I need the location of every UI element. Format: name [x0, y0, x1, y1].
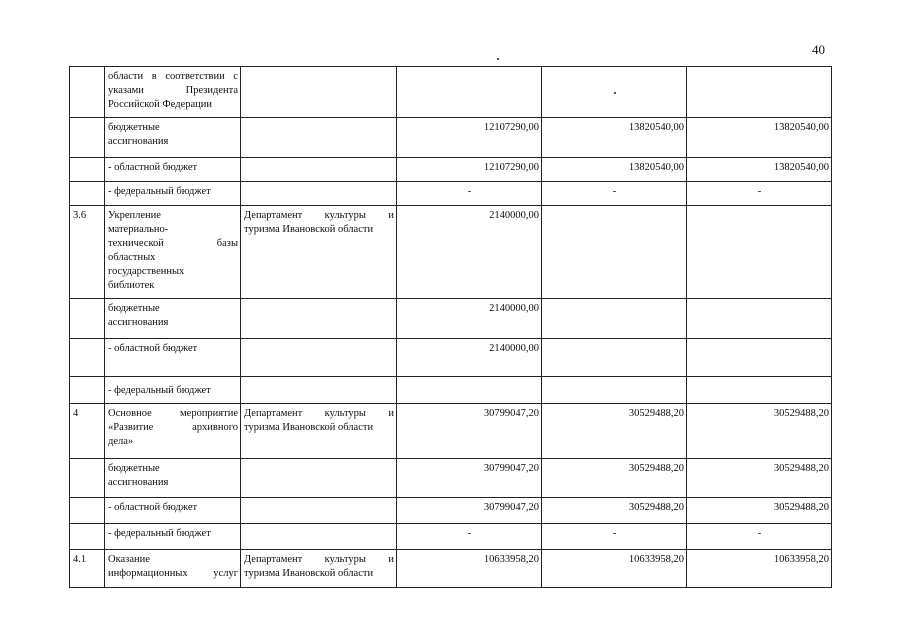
value-cell: 2140000,00 [397, 339, 542, 377]
row-name-line: Российской Федерации [108, 99, 212, 110]
value-cell: - [687, 524, 832, 550]
value-cell [687, 299, 832, 339]
value-cell [397, 67, 542, 118]
value-cell [687, 67, 832, 118]
row-executor [241, 299, 397, 339]
value-cell: 12107290,00 [397, 118, 542, 158]
row-executor [241, 158, 397, 182]
row-name [105, 158, 241, 182]
row-name-line: библиотек [108, 280, 155, 291]
row-executor [241, 404, 397, 459]
row-name-line: бюджетные [108, 122, 160, 133]
row-executor [241, 498, 397, 524]
value-cell: 13820540,00 [542, 118, 687, 158]
table-row [70, 524, 832, 550]
row-name-line: областных [108, 252, 156, 263]
row-name-line: - областной бюджет [108, 343, 198, 354]
row-name-line: бюджетные [108, 463, 160, 474]
row-name [105, 67, 241, 118]
value-cell: 30799047,20 [397, 459, 542, 498]
row-executor-line: туризма Ивановской области [244, 224, 374, 235]
scan-speck [614, 92, 616, 94]
row-executor-line: Департамент культуры и [244, 408, 394, 419]
row-name [105, 182, 241, 206]
value-cell [542, 206, 687, 299]
value-cell: 30529488,20 [687, 404, 832, 459]
row-code [70, 118, 105, 158]
value-cell: 30529488,20 [687, 459, 832, 498]
row-name-line: «Развитие архивного [108, 422, 238, 433]
row-name-line: области в соответствии с [108, 71, 238, 82]
row-executor-line: туризма Ивановской области [244, 568, 374, 579]
row-executor [241, 459, 397, 498]
table-row [70, 206, 832, 299]
row-executor [241, 377, 397, 404]
value-cell [687, 377, 832, 404]
row-name-line: - федеральный бюджет [108, 186, 211, 197]
value-cell [397, 377, 542, 404]
value-cell: 30529488,20 [687, 498, 832, 524]
table-row [70, 498, 832, 524]
page-number: 40 [812, 42, 825, 57]
row-code [70, 339, 105, 377]
row-name [105, 118, 241, 158]
value-cell: 13820540,00 [687, 158, 832, 182]
row-name [105, 459, 241, 498]
value-cell: 30529488,20 [542, 404, 687, 459]
value-cell: - [687, 182, 832, 206]
row-name-line: - федеральный бюджет [108, 385, 211, 396]
scan-speck [497, 58, 499, 60]
row-name-line: - областной бюджет [108, 162, 198, 173]
value-cell: 30799047,20 [397, 404, 542, 459]
row-name-line: дела» [108, 436, 134, 447]
row-code: 4.1 [70, 550, 105, 588]
value-cell: 30529488,20 [542, 498, 687, 524]
row-executor [241, 524, 397, 550]
value-cell: 12107290,00 [397, 158, 542, 182]
row-name-line: Основное мероприятие [108, 408, 238, 419]
row-name-line: - областной бюджет [108, 502, 198, 513]
row-executor [241, 182, 397, 206]
row-name-line: информационных услуг [108, 568, 238, 579]
row-code [70, 182, 105, 206]
row-code [70, 299, 105, 339]
row-code: 3.6 [70, 206, 105, 299]
row-name-line: бюджетные [108, 303, 160, 314]
value-cell [542, 377, 687, 404]
row-name [105, 550, 241, 588]
row-executor [241, 339, 397, 377]
value-cell: 30529488,20 [542, 459, 687, 498]
value-cell [542, 339, 687, 377]
value-cell [687, 339, 832, 377]
value-cell: 30799047,20 [397, 498, 542, 524]
row-code: 4 [70, 404, 105, 459]
row-name-line: ассигнования [108, 136, 169, 147]
value-cell: - [397, 524, 542, 550]
row-executor [241, 206, 397, 299]
value-cell: - [397, 182, 542, 206]
row-executor [241, 67, 397, 118]
value-cell [542, 67, 687, 118]
row-name-line: - федеральный бюджет [108, 528, 211, 539]
table-row [70, 404, 832, 459]
row-executor [241, 118, 397, 158]
row-name-line: технической базы [108, 238, 238, 249]
row-name-line: государственных [108, 266, 185, 277]
row-executor-line: туризма Ивановской области [244, 422, 374, 433]
row-name-line: ассигнования [108, 477, 169, 488]
row-name [105, 377, 241, 404]
row-code [70, 459, 105, 498]
row-name-line: Оказание [108, 554, 150, 565]
table-row [70, 377, 832, 404]
row-name [105, 498, 241, 524]
row-code [70, 524, 105, 550]
table-row [70, 182, 832, 206]
row-code [70, 377, 105, 404]
value-cell: 2140000,00 [397, 299, 542, 339]
table-row [70, 67, 832, 118]
table-row [70, 339, 832, 377]
table-row [70, 158, 832, 182]
row-code [70, 67, 105, 118]
table-row [70, 459, 832, 498]
row-executor-line: Департамент культуры и [244, 210, 394, 221]
value-cell: 13820540,00 [687, 118, 832, 158]
row-name [105, 206, 241, 299]
budget-table [69, 66, 832, 588]
table-row [70, 299, 832, 339]
value-cell [542, 299, 687, 339]
row-name [105, 339, 241, 377]
value-cell [687, 206, 832, 299]
value-cell: 2140000,00 [397, 206, 542, 299]
value-cell: 10633958,20 [397, 550, 542, 588]
value-cell: 10633958,20 [542, 550, 687, 588]
row-code [70, 498, 105, 524]
table-row [70, 550, 832, 588]
row-executor-line: Департамент культуры и [244, 554, 394, 565]
row-name [105, 404, 241, 459]
table-row [70, 118, 832, 158]
row-executor [241, 550, 397, 588]
value-cell: - [542, 524, 687, 550]
value-cell: 13820540,00 [542, 158, 687, 182]
row-name-line: указами Президента [108, 85, 238, 96]
row-name-line: Укрепление [108, 210, 161, 221]
value-cell: 10633958,20 [687, 550, 832, 588]
row-code [70, 158, 105, 182]
row-name [105, 299, 241, 339]
row-name-line: ассигнования [108, 317, 169, 328]
value-cell: - [542, 182, 687, 206]
row-name-line: материально- [108, 224, 169, 235]
row-name [105, 524, 241, 550]
